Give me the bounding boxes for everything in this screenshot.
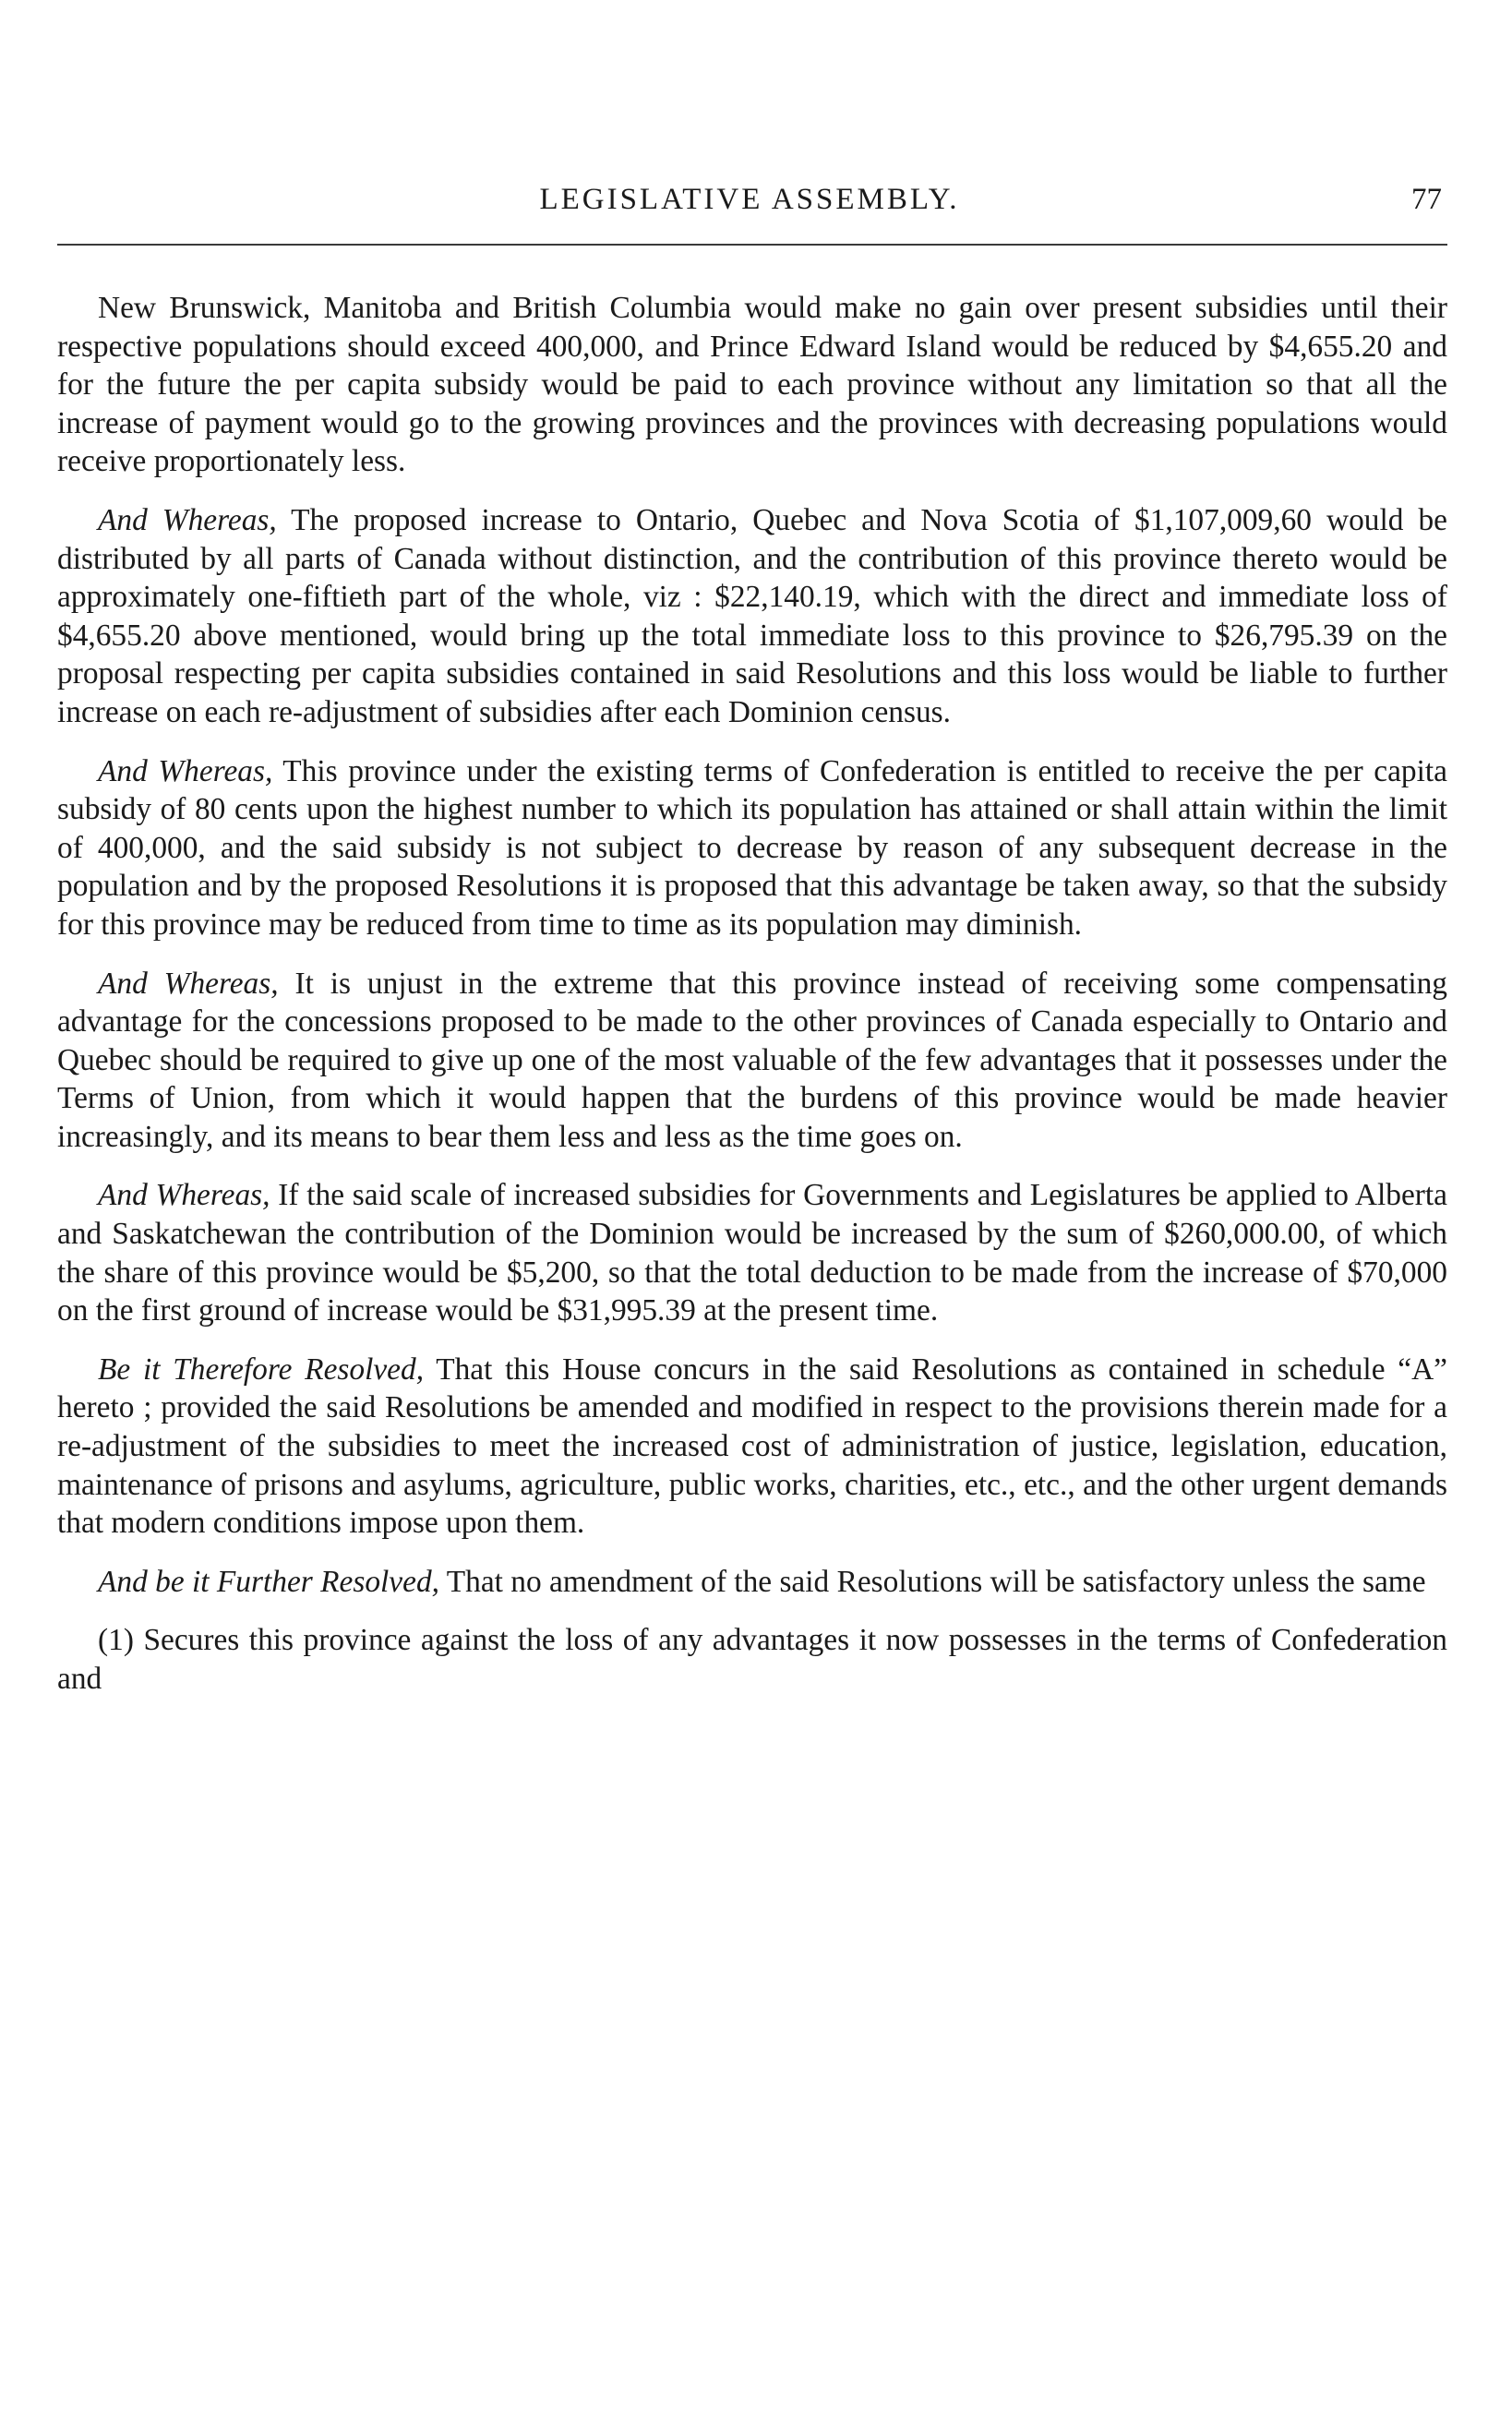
running-title: LEGISLATIVE ASSEMBLY.	[539, 183, 960, 216]
paragraph-lead: And Whereas,	[98, 502, 277, 537]
paragraph-4	[57, 965, 1447, 1157]
paragraph-text: It is unjust in the extreme that this province instead of receiving some compensating advantage for the concessions proposed to be made to the other provinces of Canada especially to Ontario and Quebec should be required to give up one of the most valuable of the few advantages that it possesses under the Terms of Union, from which it would happen that the burdens of this province would be made heavier increasingly, and its means to bear them less and less as the time goes on.	[57, 966, 1448, 1154]
page-number: 77	[1411, 183, 1442, 216]
paragraph-5	[57, 1176, 1447, 1329]
paragraph-text: This province under the existing terms of Confederation is entitled to receive the per capita subsidy of 80 cents upon the highest number to which its population has attained or shall attain within the limit of 400,000, and the said subsidy is not subject to decrease by reason of any subsequent decrease in the population and by the proposed Resolutions it is proposed that this advantage be taken away, so that the subsidy for this province may be reduced from time to time as its population may diminish.	[57, 753, 1447, 942]
paragraph-6	[57, 1351, 1447, 1543]
paragraph-text: New Brunswick, Manitoba and British Columbia would make no gain over present subsidies until their respective populations should exceed 400,000, and Prince Edward Island would be reduced by $4,655.20 and for the future the per capita subsidy would be paid to each province without any limitation so that all the increase of payment would go to the growing provinces and the provinces with decreasing populations would receive proportionately less.	[57, 291, 1447, 479]
paragraph-lead: And Whereas,	[98, 966, 279, 1001]
page-header	[57, 175, 1442, 223]
paragraph-lead: And be it Further Resolved,	[98, 1564, 439, 1599]
paragraph-text: (1) Secures this province against the loss of any advantages it now possesses in the terms of Confederation and	[57, 1623, 1447, 1696]
paragraph-text: That no amendment of the said Resolutions will be satisfactory unless the same	[439, 1564, 1426, 1599]
paragraph-lead: And Whereas,	[98, 753, 273, 788]
paragraph-2	[57, 501, 1447, 732]
paragraph-text: The proposed increase to Ontario, Quebec and Nova Scotia of $1,107,009,60 would be distributed by all parts of Canada without distinction, and the contribution of this province thereto would be approximately one-fiftieth part of the whole, viz : $22,140.19, which with the direct and immediate loss of $4,655.20 above mentioned, would bring up the total immediate loss to this province to $26,795.39 on the proposal respecting per capita subsidies contained in said Resolutions and this loss would be liable to further increase on each re-adjustment of subsidies after each Dominion census.	[57, 502, 1447, 729]
body-text	[57, 289, 1447, 1719]
paragraph-text: If the said scale of increased subsidies for Governments and Legislatures be applied to Alberta and Saskatchewan the contribution of the Dominion would be increased by the sum of $260,000.00, of which the share of this province would be $5,200, so that the total deduction to be made from the increase of $70,000 on the first ground of increase would be $31,995.39 at the present time.	[57, 1178, 1448, 1328]
paragraph-7	[57, 1563, 1447, 1602]
paragraph-text: That this House concurs in the said Resolutions as contained in schedule “A” hereto ; provided the said Resolutions be amended and modified in respect to the provisions therein made for a re-adjustment of the subsidies to meet the increased cost of administration of justice, legislation, education, maintenance of prisons and asylums, agriculture, public works, charities, etc., etc., and the other urgent demands that modern conditions impose upon them.	[57, 1352, 1447, 1541]
paragraph-lead: Be it Therefore Resolved,	[98, 1352, 425, 1387]
paragraph-8	[57, 1621, 1447, 1698]
paragraph-lead: And Whereas,	[98, 1178, 270, 1213]
paragraph-3	[57, 752, 1447, 944]
header-rule	[57, 244, 1447, 246]
paragraph-1	[57, 289, 1447, 481]
